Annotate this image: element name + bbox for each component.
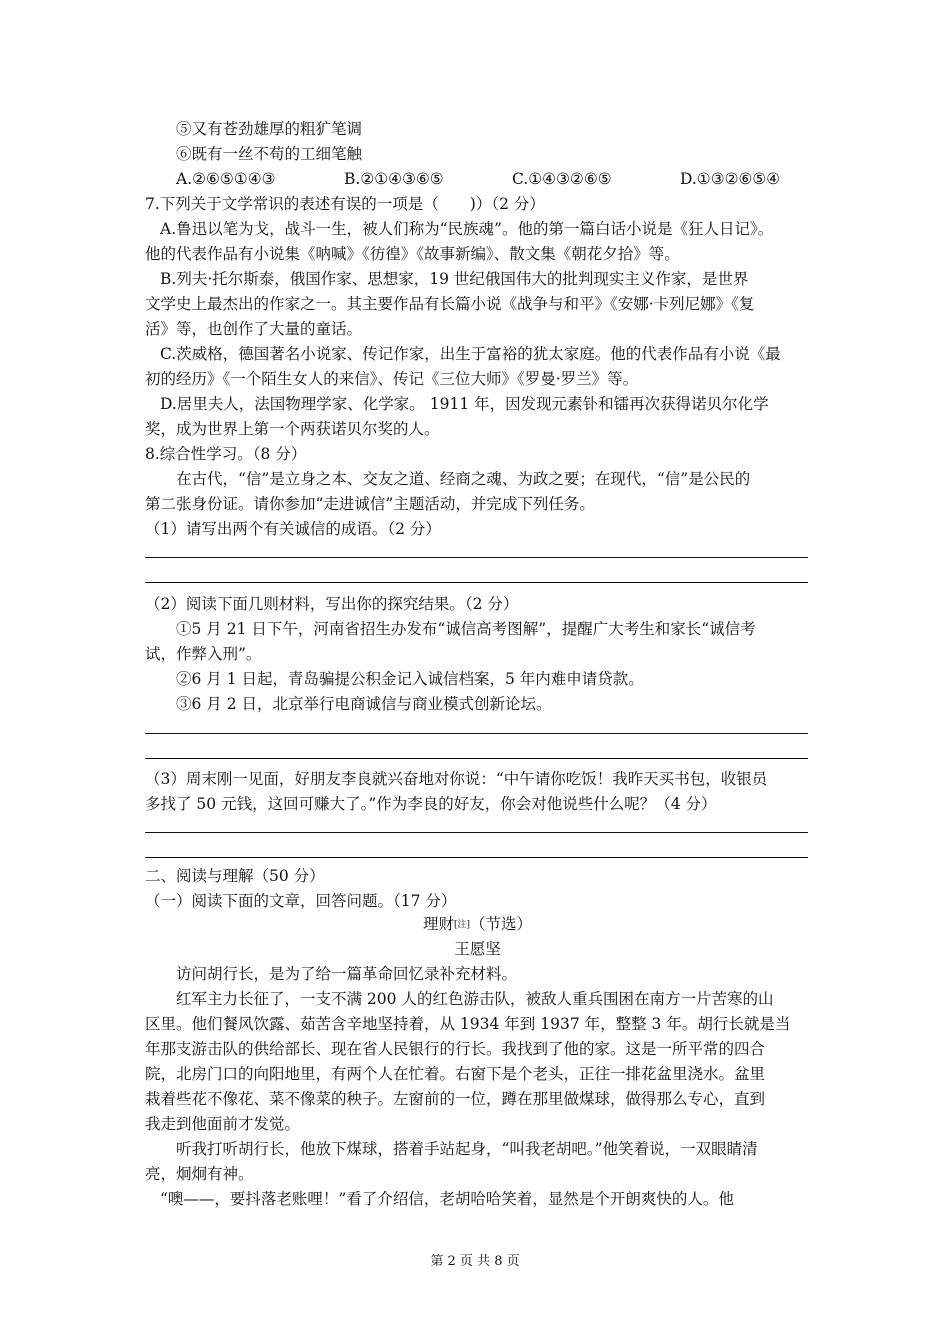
article-paragraph: 院，北房门口的向阳地里，有两个人在忙着。右窗下是个老头，正往一排花盆里浇水。盆里 (145, 1065, 766, 1083)
q7-option-a-line2: 他的代表作品有小说集《呐喊》《彷徨》《故事新编》、散文集《朝花夕拾》等。 (145, 245, 680, 263)
article-paragraph: 听我打听胡行长，他放下煤球，搭着手站起身，“叫我老胡吧。”他笑着说，一双眼睛清 (176, 1140, 758, 1158)
article-paragraph: 亮，炯炯有神。 (145, 1165, 254, 1183)
article-title-suffix: （节选） (470, 915, 533, 933)
article-author: 王愿坚 (454, 940, 501, 958)
page-footer: 第 2 页 共 8 页 (430, 1254, 520, 1269)
article-paragraph: 访问胡行长，是为了给一篇革命回忆录补充材料。 (176, 965, 518, 983)
article-title (145, 914, 810, 935)
answer-line[interactable] (145, 557, 808, 558)
q6-option-d: D.①③②⑥⑤④ (680, 170, 781, 188)
q6-option-b: B.②①④③⑥⑤ (344, 170, 444, 188)
section2-title: 二、阅读与理解（50 分） (145, 867, 325, 885)
q8-part3-line2: 多找了 50 元钱，这回可赚大了。”作为李良的好友，你会对他说些什么呢？（4 分） (145, 795, 717, 813)
q7-stem: 7.下列关于文学常识的表述有误的一项是（ )）（2 分） (145, 195, 545, 213)
q7-option-c-line1: C.茨威格，德国著名小说家、传记作家，出生于富裕的犹太家庭。他的代表作品有小说《最 (160, 345, 781, 363)
section2-sub: （一）阅读下面的文章，回答问题。（17 分） (145, 892, 457, 910)
q8-material1-line2: 试，作弊入刑”。 (145, 645, 262, 663)
answer-line[interactable] (145, 857, 808, 858)
q7-option-d-line2: 奖，成为世界上第一个两获诺贝尔奖的人。 (145, 420, 440, 438)
q8-stem: 8.综合性学习。（8 分） (145, 445, 307, 463)
article-paragraph: 我走到他面前才发觉。 (145, 1115, 301, 1133)
q8-intro-line1: 在古代，“信”是立身之本、交友之道、经商之魂、为政之要；在现代，“信”是公民的 (176, 470, 751, 488)
article-title-text: 理财 (422, 915, 454, 933)
article-paragraph: “噢——，要抖落老账哩！”看了介绍信，老胡哈哈笑着，显然是个开朗爽快的人。他 (160, 1190, 734, 1208)
article-paragraph: 红军主力长征了，一支不满 200 人的红色游击队，被敌人重兵围困在南方一片苦寒的山 (176, 990, 774, 1008)
q8-part3-line1: （3）周末刚一见面，好朋友李良就兴奋地对你说：“中午请你吃饭！我昨天买书包，收银员 (145, 770, 768, 788)
answer-line[interactable] (145, 758, 808, 759)
article-paragraph: 年那支游击队的供给部长、现在省人民银行的行长。我找到了他的家。这是一所平常的四合 (145, 1040, 766, 1058)
q8-intro-line2: 第二张身份证。请你参加“走进诚信”主题活动，并完成下列任务。 (145, 495, 595, 513)
q7-option-b-line3: 活》等，也创作了大量的童话。 (145, 320, 363, 338)
option-line-6: ⑥既有一丝不苟的工细笔触 (176, 145, 363, 163)
article-paragraph: 区里。他们餐风饮露、茹苦含辛地坚持着，从 1934 年到 1937 年，整整 3 年。胡行长就是当 (145, 1015, 791, 1033)
q8-material1-line1: ①5 月 21 日下午，河南省招生办发布“诚信高考图解”，提醒广大考生和家长“诚信考 (176, 620, 756, 638)
q8-material2: ②6 月 1 日起，青岛骗提公积金记入诚信档案，5 年内难申请贷款。 (176, 670, 644, 688)
footnote-marker: [注] (453, 920, 471, 930)
q6-option-c: C.①④③②⑥⑤ (512, 170, 612, 188)
answer-line[interactable] (145, 582, 808, 583)
q7-option-b-line1: B.列夫·托尔斯泰，俄国作家、思想家，19 世纪俄国伟大的批判现实主义作家，是世界 (160, 270, 749, 288)
article-paragraph: 栽着些花不像花、菜不像菜的秧子。左窗前的一位，蹲在那里做煤球，做得那么专心，直到 (145, 1090, 766, 1108)
q6-option-a: A.②⑥⑤①④③ (176, 170, 276, 188)
q7-option-a-line1: A.鲁迅以笔为戈，战斗一生，被人们称为“民族魂”。他的第一篇白话小说是《狂人日记》。 (160, 220, 774, 238)
answer-line[interactable] (145, 733, 808, 734)
q8-part2: （2）阅读下面几则材料，写出你的探究结果。（2 分） (145, 595, 519, 613)
q7-option-b-line2: 文学史上最杰出的作家之一。其主要作品有长篇小说《战争与和平》《安娜·卡列尼娜》《复 (145, 295, 755, 313)
q7-option-c-line2: 初的经历》《一个陌生女人的来信》、传记《三位大师》《罗曼·罗兰》等。 (145, 370, 639, 388)
q6-options (176, 169, 816, 189)
q8-part1: （1）请写出两个有关诚信的成语。（2 分） (145, 520, 441, 538)
q7-option-d-line1: D.居里夫人，法国物理学家、化学家。 1911 年，因发现元素钋和镭再次获得诺贝尔化学 (160, 395, 769, 413)
answer-line[interactable] (145, 832, 808, 833)
q8-material3: ③6 月 2 日，北京举行电商诚信与商业模式创新论坛。 (176, 695, 552, 713)
option-line-5: ⑤又有苍劲雄厚的粗犷笔调 (176, 120, 363, 138)
